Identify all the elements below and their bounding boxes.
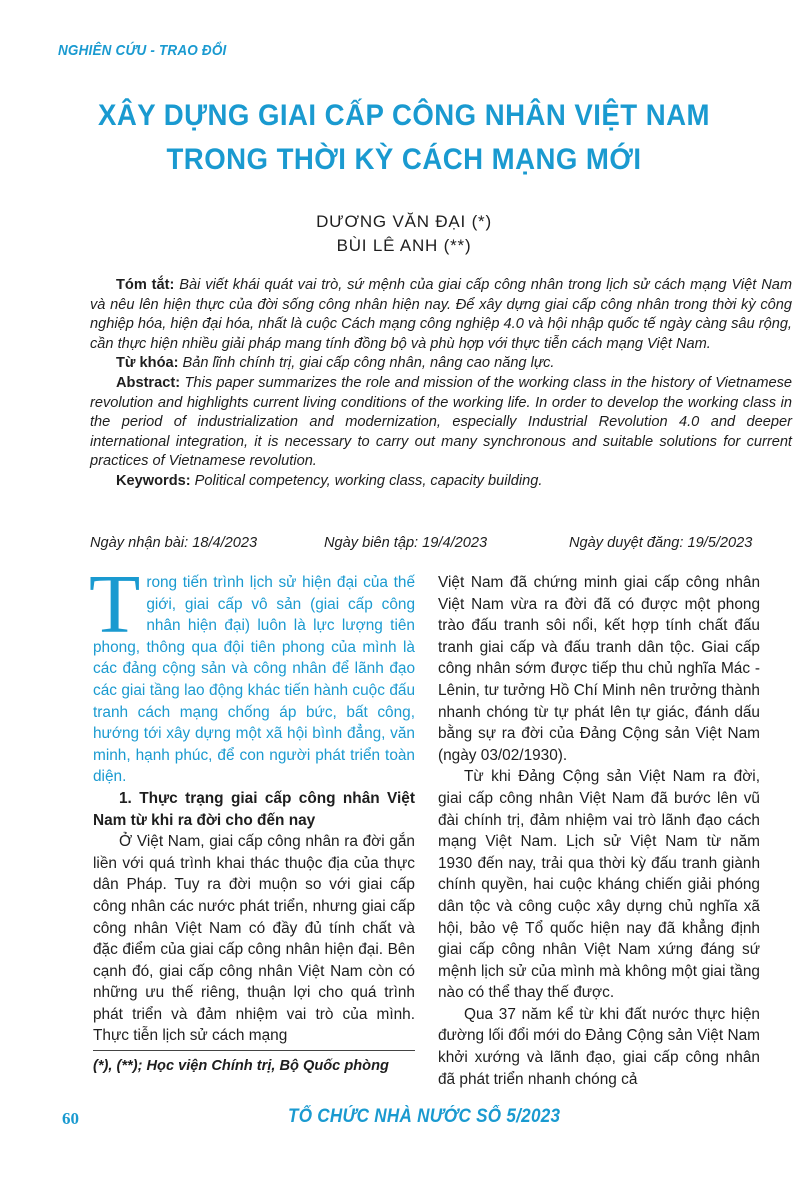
footnote: (*), (**); Học viện Chính trị, Bộ Quốc phòng: [93, 1058, 389, 1074]
summary-label: Tóm tắt:: [116, 277, 175, 293]
body-paragraph: Ở Việt Nam, giai cấp công nhân ra đời gắn liền với quá trình khai thác thuộc địa của thực dân Pháp. Tuy ra đời muộn so với giai cấp công nhân các nước phát triển, nhưng giai cấp công nhân Việt Nam có đầy đủ tính chất và đặc điểm của giai cấp công nhân hiện đại. Bên cạnh đó, giai cấp công nhân Việt Nam còn có những ưu thế riêng, thuận lợi cho quá trình phát triển và đảm nhiệm vai trò của mình. Thực tiễn lịch sử cách mạng: [93, 833, 415, 1045]
date-edited: Ngày biên tập: 19/4/2023: [324, 535, 488, 551]
intro-paragraph: [89, 558, 415, 788]
author-name: DƯƠNG VĂN ĐẠI (*): [316, 212, 492, 231]
body-column-left: [89, 558, 415, 1047]
keywords-en-paragraph: [90, 472, 792, 492]
footnote-divider: [93, 1050, 415, 1051]
keywords-vi-paragraph: [90, 354, 792, 374]
keywords-vi-label: Từ khóa:: [116, 355, 179, 372]
intro-text: rong tiến trình lịch sử hiện đại của thế giới, giai cấp vô sản (giai cấp công nhân hiện đại) luôn là lực lượng tiên phong, thông qua đội tiên phong của mình là các đảng cộng sản và công nhân để lãnh đạo các giai tầng lao động khác tiến hành cuộc đấu tranh cách mạng chống áp bức, bất công, hướng tới xây dựng một xã hội bình đẳng, văn minh, hạnh phúc, để con người phát triển toàn diện.: [93, 574, 415, 786]
date-approved: Ngày duyệt đăng: 19/5/2023: [569, 535, 753, 551]
body-paragraph: Từ khi Đảng Cộng sản Việt Nam ra đời, giai cấp công nhân Việt Nam đã bước lên vũ đài chính trị, đảm nhiệm vai trò lãnh đạo cách mạng Việt Nam. Lịch sử Việt Nam từ năm 1930 đến nay, trải qua thời kỳ đấu tranh giành chính quyền, hai cuộc kháng chiến giải phóng dân tộc và công cuộc xây dựng chủ nghĩa xã hội, bảo vệ Tổ quốc hiện nay đã khẳng định giai cấp công nhân Việt Nam xứng đáng sứ mệnh lịch sử của mình mà không một giai tầng nào có thể thay thế được.: [438, 768, 760, 1002]
journal-name: TỔ CHỨC NHÀ NƯỚC SỐ 5/2023: [288, 1106, 561, 1127]
summary-text: Bài viết khái quát vai trò, sứ mệnh của giai cấp công nhân trong lịch sử cách mạng Việt Nam và nêu lên hiện thực của đời sống công nhân hiện nay. Để xây dựng giai cấp công nhân trong thời kỳ công nghiệp hóa, hiện đại hóa, nhất là cuộc Cách mạng công nghiệp 4.0 và hội nhập quốc tế ngày càng sâu rộng, cần thực hiện nhiều giải pháp mang tính đồng bộ và phù hợp với thực tiễn cách mạng Việt Nam.: [90, 277, 793, 352]
summary-paragraph: [90, 276, 792, 354]
abstract-en-label: Abstract:: [116, 374, 181, 391]
date-received: Ngày nhận bài: 18/4/2023: [90, 535, 258, 551]
keywords-vi-text: Bản lĩnh chính trị, giai cấp công nhân, nâng cao năng lực.: [182, 355, 555, 372]
abstract-en-text: This paper summarizes the role and mission of the working class in the history of Vietnamese revolution and highlights current living conditions of the working life. In order to develop the working class in the period of industrialization and modernization, especially Industrial Revolution 4.0 and deeper international integration, it is necessary to carry out many synchronous and suitable solutions for current practices of Vietnamese revolution.: [90, 374, 793, 470]
abstract-en-paragraph: [90, 374, 792, 472]
body-column-right: [438, 572, 760, 1090]
keywords-en-text: Political competency, working class, capacity building.: [194, 472, 543, 489]
body-paragraph: Qua 37 năm kể từ khi đất nước thực hiện đường lối đổi mới do Đảng Cộng sản Việt Nam khởi xướng và lãnh đạo, giai cấp công nhân đã phát triển nhanh chóng cả: [438, 1005, 760, 1088]
author-name: BÙI LÊ ANH (**): [336, 236, 472, 255]
article-title-line-1: XÂY DỰNG GIAI CẤP CÔNG NHÂN VIỆT NAM: [98, 99, 710, 132]
keywords-en-label: Keywords:: [116, 472, 191, 489]
section-heading: 1. Thực trạng giai cấp công nhân Việt Nam từ khi ra đời cho đến nay: [93, 789, 415, 829]
section-tag: NGHIÊN CỨU - TRAO ĐỔI: [58, 42, 227, 59]
page-number: 60: [62, 1109, 79, 1128]
body-paragraph: Việt Nam đã chứng minh giai cấp công nhân Việt Nam vừa ra đời đã có được một phong trào đấu tranh sôi nổi, kết hợp tính chất đấu tranh giai cấp và đấu tranh dân tộc. Giai cấp công nhân sớm được tiếp thu chủ nghĩa Mác - Lênin, tư tưởng Hồ Chí Minh nên trưởng thành nhanh chóng từ tự phát lên tự giác, đánh dấu bằng sự ra đời của Đảng Cộng sản Việt Nam (ngày 03/02/1930).: [438, 574, 760, 764]
abstract-block: [90, 276, 792, 492]
drop-cap: T: [89, 558, 141, 651]
article-title-line-2: TRONG THỜI KỲ CÁCH MẠNG MỚI: [166, 143, 642, 176]
